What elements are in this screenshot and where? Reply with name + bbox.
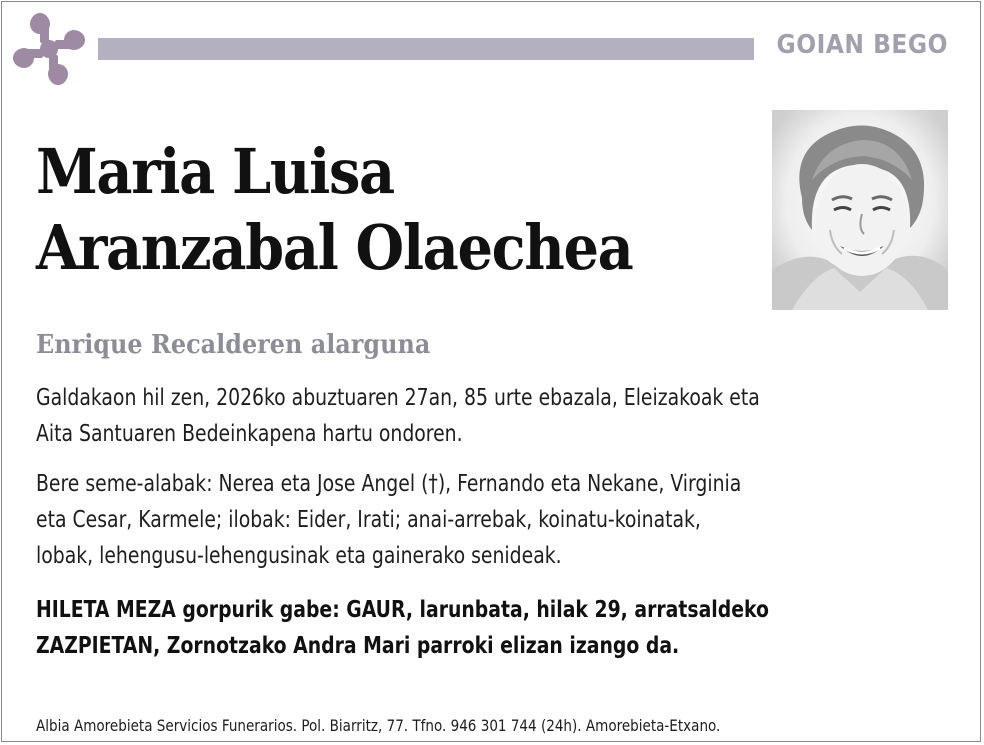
funeral-paragraph (36, 592, 955, 664)
text-line: Galdakaon hil zen, 2026ko abuztuaren 27an, 85 urte ebazala, Eleizakoak eta (36, 385, 760, 411)
death-paragraph (36, 380, 955, 452)
text-line: Bere seme-alabak: Nerea eta Jose Angel (†), Fernando eta Nekane, Virginia (36, 471, 742, 497)
name-line-2: Aranzabal Olaechea (36, 211, 633, 284)
name-line-1: Maria Luisa (36, 135, 394, 208)
relation-subtitle: Enrique Recalderen alarguna (36, 330, 431, 360)
text-line: lobak, lehengusu-lehengusinak eta gainerako senideak. (36, 543, 562, 569)
text-line: eta Cesar, Karmele; ilobak: Eider, Irati; anai-arrebak, koinatu-koinatak, (36, 507, 701, 533)
header-bar (98, 38, 754, 60)
family-paragraph (36, 466, 955, 574)
text-line: HILETA MEZA gorpurik gabe: GAUR, larunbata, hilak 29, arratsaldeko (36, 597, 769, 623)
lauburu-icon (12, 12, 86, 86)
portrait-photo (772, 110, 948, 310)
deceased-name (36, 134, 632, 286)
text-line: Aita Santuaren Bedeinkapena hartu ondoren. (36, 421, 463, 447)
funeral-home-footer: Albia Amorebieta Servicios Funerarios. Pol. Biarritz, 77. Tfno. 946 301 744 (24h). Amorebieta-Etxano. (36, 716, 721, 735)
header-tag: GOIAN BEGO (776, 30, 948, 60)
text-line: ZAZPIETAN, Zornotzako Andra Mari parroki elizan izango da. (36, 633, 680, 659)
